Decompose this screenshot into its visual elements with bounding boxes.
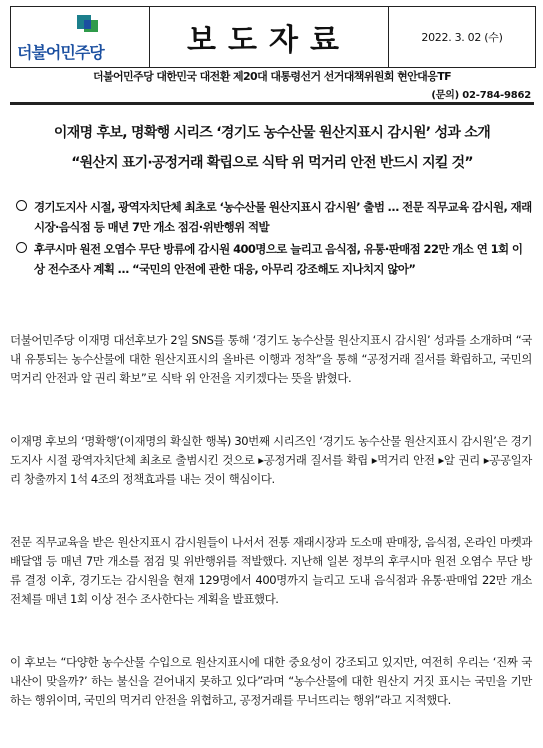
- summary-bullets: [14, 197, 532, 281]
- release-date: 2022. 3. 02 (수): [421, 31, 503, 44]
- bullet-text: 경기도지사 시절, 광역자치단체 최초로 ‘농수산물 원산지표시 감시원’ 출범 … 전문 직무교육 감시원, 재래시장·음식점 등 매년 7만 개소 점검·위반행위 적발: [34, 200, 532, 234]
- header-divider: [10, 102, 534, 105]
- party-logo-mark-icon: [77, 15, 99, 33]
- document-title: 보도자료: [150, 7, 389, 67]
- organization-line: 더불어민주당 대한민국 대전환 제20대 대통령선거 선거대책위원회 현안대응TF: [92, 70, 452, 83]
- body-paragraph: 이 후보는 “다양한 농수산물 수입으로 원산지표시에 대한 중요성이 강조되고 있지만, 여전히 우리는 ‘진짜 국내산이 맞을까?’ 하는 불신을 걷어내지 못하고 있다”라며 “농수산물에 대한 원산지 거짓 표시는 국민을 기만하는 행위이며, 국민의 먹거리 안전을 위협하고, 공정거래를 무너뜨리는 행위”라고 지적했다.: [10, 655, 532, 707]
- body-paragraph: 이재명 후보의 ‘명확행’(이재명의 확실한 행복) 30번째 시리즈인 ‘경기도 농수산물 원산지표시 감시원’은 경기도지사 시절 광역자치단체 최초로 출범시킨 것으로 ▸공정거래 질서를 확립 ▸먹거리 안전 ▸알 권리 ▸공공일자리 창출까지 1석 4조의 정책효과를 내는 것이 핵심이다.: [10, 434, 532, 486]
- body-paragraph: 전문 직무교육을 받은 원산지표시 감시원들이 나서서 전통 재래시장과 도소매 판매장, 음식점, 온라인 마켓과 배달앱 등 매년 7만 개소를 점검 및 위반행위를 적발했다. 지난해 일본 정부의 후쿠시마 원전 오염수 무단 방류 결정 이후, 경기도는 감시원을 현재 129명에서 400명까지 늘리고 도내 음식점과 유통·판매업 22만 개소 전체를 매년 1회 이상 전수 조사한다는 계획을 발표했다.: [10, 535, 532, 606]
- bullet-text: 후쿠시마 원전 오염수 무단 방류에 감시원 400명으로 늘리고 음식점, 유통·판매점 22만 개소 연 1회 이상 전수조사 계획 … “국민의 안전에 관한 대응, 아무리 강조해도 지나치지 않아”: [34, 242, 523, 276]
- press-release-header: [10, 6, 536, 68]
- party-logo-text: 더불어민주당: [17, 43, 104, 62]
- subheadline: “원산지 표기·공정거래 확립으로 식탁 위 먹거리 안전 반드시 지킬 것”: [71, 155, 473, 171]
- summary-bullet: [14, 197, 532, 237]
- contact-number: (문의) 02-784-9862: [431, 90, 531, 101]
- bullet-circle-icon: [16, 242, 27, 253]
- body-paragraph: 더불어민주당 이재명 대선후보가 2일 SNS를 통해 ‘경기도 농수산물 원산지표시 감시원’ 성과를 소개하며 “국내 유통되는 농수산물에 대한 원산지표시의 올바른 이행과 정착”을 통해 “공정거래 질서를 확립하고, 국민의 먹거리 안전과 알 권리 확보”로 식탁 위 안전을 지키겠다는 뜻을 밝혔다.: [10, 333, 532, 385]
- summary-bullet: [14, 239, 532, 279]
- party-logo: [11, 7, 150, 67]
- bullet-circle-icon: [16, 200, 27, 211]
- headline: 이재명 후보, 명확행 시리즈 ‘경기도 농수산물 원산지표시 감시원’ 성과 소개: [53, 125, 491, 141]
